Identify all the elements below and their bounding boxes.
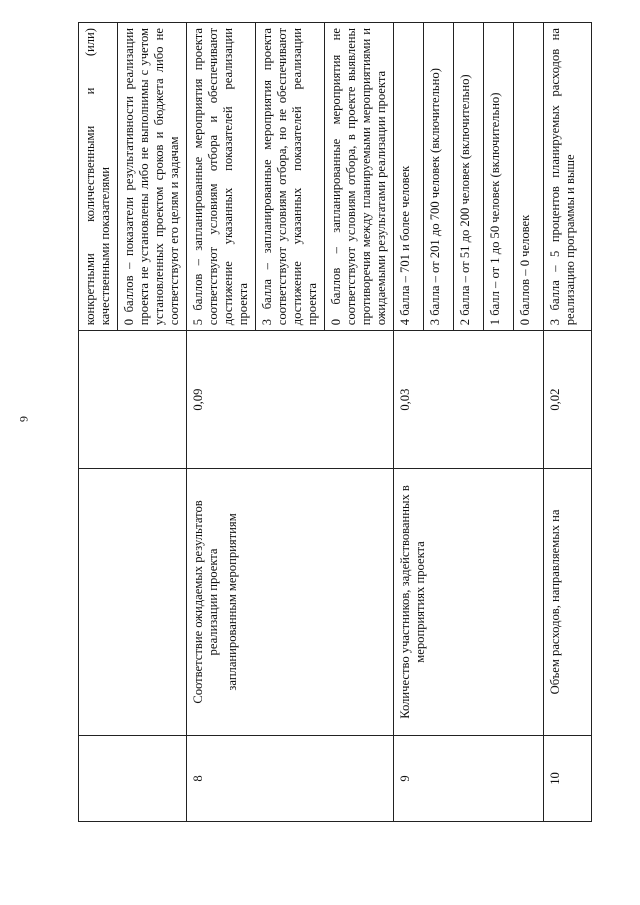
score-cell: 0 баллов – 0 человек: [514, 23, 544, 331]
table-row: [79, 23, 118, 822]
weight-cell: 0,03: [394, 331, 544, 469]
score-cell: 3 балла – от 201 до 700 человек (включительно): [424, 23, 454, 331]
criterion-name-continued: запланированным мероприятиям: [225, 513, 239, 691]
criterion-name-cell: [187, 469, 394, 736]
weight-cell: 0,02: [544, 331, 592, 469]
score-cell: 4 балла – 701 и более человек: [394, 23, 424, 331]
row-number-cell: 9: [394, 735, 544, 821]
score-cell: 3 балла – 5 процентов планируемых расходов на реализацию программы и выше: [544, 23, 592, 331]
weight-cell: 0,09: [187, 331, 394, 469]
criterion-name-cell: Объем расходов, направляемых на: [544, 469, 592, 736]
criteria-sheet: [78, 22, 577, 822]
table-row: [187, 23, 256, 822]
score-cell: 0 баллов – показатели результативности реализации проекта не установлены либо не выполнимы с учетом установленных проектом сроков и бюджета либо не соответствуют его целям и задачам: [118, 23, 187, 331]
score-cell: конкретными количественными и (или) качественными показателями: [79, 23, 118, 331]
score-cell: 3 балла – запланированные мероприятия проекта соответствуют условиям отбора, но не обеспечивают достижение указанных показателей реализации проекта: [256, 23, 325, 331]
weight-cell: [79, 331, 187, 469]
row-number-cell: 10: [544, 735, 592, 821]
criteria-table: [78, 22, 592, 822]
criterion-name-cell: Количество участников, задействованных в мероприятиях проекта: [394, 469, 544, 736]
score-cell: 1 балл – от 1 до 50 человек (включительно): [484, 23, 514, 331]
criterion-name-cell: [79, 469, 187, 736]
row-number-cell: 8: [187, 735, 394, 821]
row-number-cell: [79, 735, 187, 821]
page-number: 6: [17, 416, 31, 422]
score-cell: 2 балла – от 51 до 200 человек (включительно): [454, 23, 484, 331]
score-cell: 5 баллов – запланированные мероприятия проекта соответствуют условиям отбора и обеспечивают достижение указанных показателей реализации проекта: [187, 23, 256, 331]
criterion-name: Соответствие ожидаемых результатов реализации проекта: [191, 500, 220, 704]
table-row: [544, 23, 592, 822]
score-cell: 0 баллов – запланированные мероприятия не соответствуют условиям отбора, в проекте выявлены противоречия между планируемыми мероприятиями и ожидаемыми результатами реализации проекта: [325, 23, 394, 331]
table-row: [394, 23, 424, 822]
